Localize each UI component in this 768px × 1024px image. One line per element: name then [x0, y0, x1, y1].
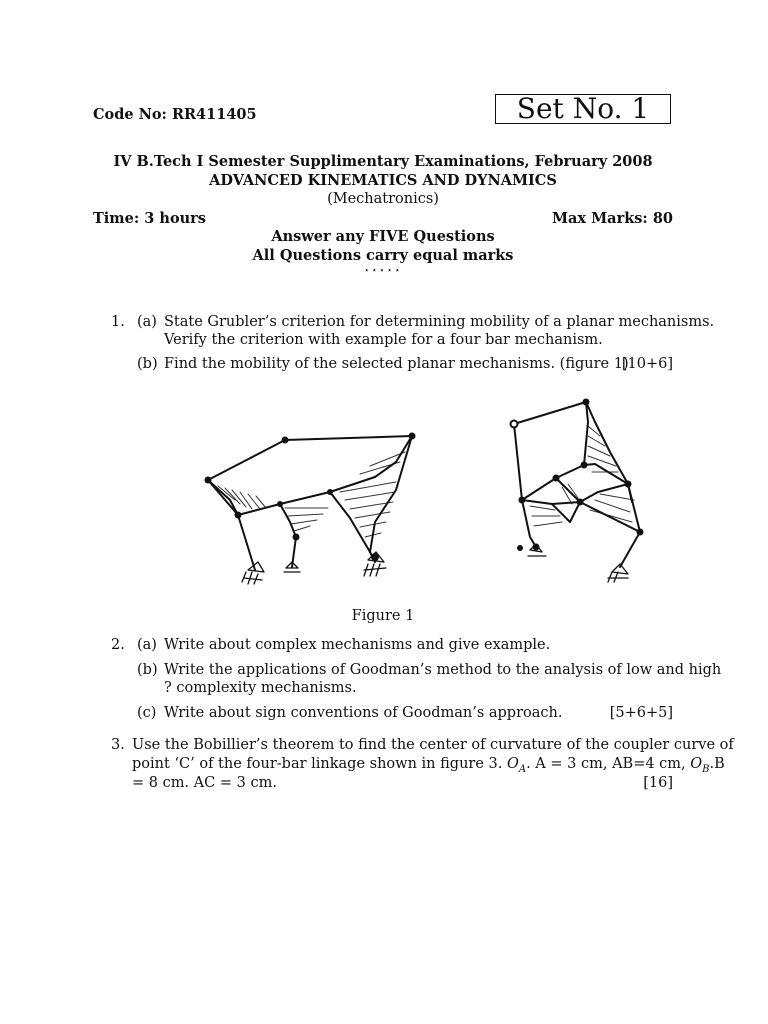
subject-title: ADVANCED KINEMATICS AND DYNAMICS	[209, 172, 557, 189]
q1a-label: (a)	[137, 314, 157, 330]
q1b-label: (b)	[137, 356, 158, 372]
q2c-label: (c)	[137, 705, 157, 721]
q3-text: Use the Bobillier’s theorem to find the center of curvature of the coupler curve of	[132, 737, 734, 753]
instruction-marks: All Questions carry equal marks	[252, 247, 514, 264]
q3-text-2: point ‘C’ of the four-bar linkage shown in figure 3. $O_A$. A = 3 cm, AB=4 cm, $O_B.B$	[132, 756, 725, 775]
q2-marks: [5+6+5]	[609, 705, 673, 721]
q3-number: 3.	[111, 737, 125, 753]
branch-name: (Mechatronics)	[327, 191, 439, 207]
q2b-text: Write the applications of Goodman’s method to the analysis of low and high	[164, 662, 722, 678]
q2a-label: (a)	[137, 637, 157, 653]
figure-1-mechanisms	[200, 392, 650, 602]
left-mechanism	[205, 433, 416, 585]
figure-1-caption: Figure 1	[351, 608, 415, 624]
exam-time: Time: 3 hours	[93, 210, 206, 227]
q1-marks: [10+6]	[621, 356, 673, 372]
q2b-label: (b)	[137, 662, 158, 678]
q3-text-3: = 8 cm. AC = 3 cm.	[132, 775, 277, 791]
q1-number: 1.	[111, 314, 125, 330]
q1b-text: Find the mobility of the selected planar mechanisms. (figure 1)	[164, 356, 629, 372]
star-divider: ⋆⋆⋆⋆⋆	[363, 266, 403, 276]
q2-number: 2.	[111, 637, 125, 653]
exam-title: IV B.Tech I Semester Supplimentary Examinations, February 2008	[113, 153, 653, 170]
max-marks: Max Marks: 80	[551, 210, 673, 227]
q3-marks: [16]	[643, 775, 673, 791]
q1a-text-2: Verify the criterion with example for a four bar mechanism.	[164, 332, 603, 348]
right-mechanism	[511, 399, 644, 583]
q2c-text: Write about sign conventions of Goodman’s approach.	[164, 705, 563, 721]
q1a-text: State Grubler’s criterion for determining mobility of a planar mechanisms.	[164, 314, 715, 330]
q2a-text: Write about complex mechanisms and give example.	[164, 637, 551, 653]
q2b-text-2: ? complexity mechanisms.	[164, 680, 357, 696]
code-number: Code No: RR411405	[93, 106, 257, 123]
instruction-answer: Answer any FIVE Questions	[271, 228, 495, 245]
set-number-box: Set No. 1	[495, 94, 671, 124]
